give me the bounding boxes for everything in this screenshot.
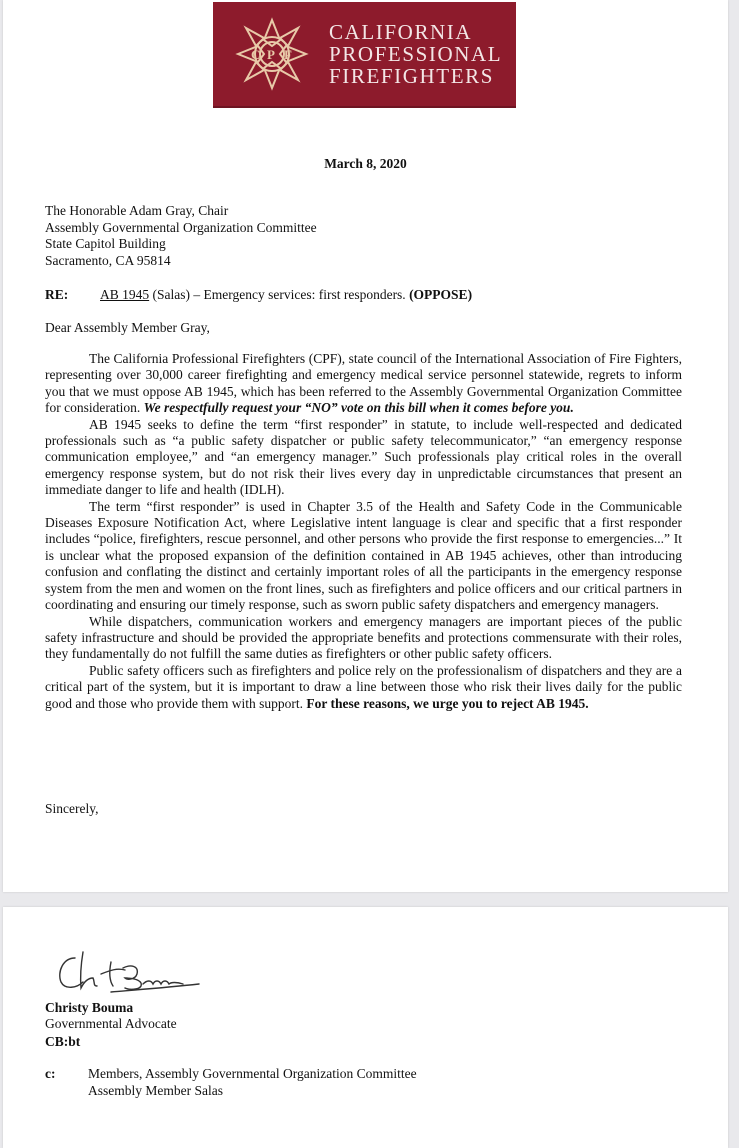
cc-list [88, 1066, 417, 1099]
paragraph-1-request: We respectfully request your “NO” vote on this bill when it comes before you. [143, 400, 574, 416]
body-paragraph-3: The term “first responder” is used in Chapter 3.5 of the Health and Safety Code in the Communicable Diseases Exposure Notification Act, where Legislative intent language is clear and specific that a first responder includes “police, firefighters, rescue personnel, and other persons who provide the first response to emergencies...” It is unclear what the proposed expansion of the definition contained in AB 1945 achieves, other than introducing confusion and conflating the distinct and certainly important roles of all the participants in the emergency response system from the men and women on the front lines, such as firefighters and police officers and our critical partners in coordinating and ensuring our timely response, such as sworn public safety dispatchers and emergency managers. [45, 498, 682, 613]
subject-line [45, 287, 472, 303]
address-line-city: Sacramento, CA 95814 [45, 252, 171, 268]
re-position: (OPPOSE) [409, 287, 473, 302]
re-label: RE: [45, 287, 69, 302]
cc-label: c: [45, 1066, 56, 1081]
handwritten-signature [53, 948, 203, 996]
logo-line-california: CALIFORNIA [329, 20, 473, 44]
logo-line-firefighters: FIREFIGHTERS [329, 64, 495, 88]
cc-recipient: Members, Assembly Governmental Organization Committee [88, 1066, 417, 1081]
address-line-building: State Capitol Building [45, 236, 166, 251]
letter-date: March 8, 2020 [324, 156, 407, 171]
logo-line-professional: PROFESSIONAL [329, 42, 503, 66]
cpf-logo [213, 2, 516, 108]
paragraph-5-conclusion: For these reasons, we urge you to reject AB 1945. [306, 695, 589, 711]
body-paragraph-1 [45, 351, 682, 417]
letter-body [45, 351, 682, 712]
re-subject: (Salas) – Emergency services: first responders. [149, 287, 410, 302]
paragraph-1-text: The California Professional Firefighters (CPF), state council of the International Association of Fire Fighters, representing over 30,000 career firefighting and emergency medical service personnel statewide, regrets to inform you that we must oppose AB 1945, which has been referred to the Assembly Governmental Organization Committee for consideration. [45, 351, 682, 416]
address-line-committee: Assembly Governmental Organization Committee [45, 219, 317, 235]
salutation: Dear Assembly Member Gray, [45, 320, 210, 335]
paragraph-5-text: Public safety officers such as firefighters and police rely on the professionalism of dispatchers and they are a critical part of the system, but it is important to draw a line between those who risk their lives daily for the public good and those who provide them with support. [45, 662, 682, 711]
body-paragraph-4: While dispatchers, communication workers and emergency managers are important pieces of the public safety infrastructure and should be provided the appropriate benefits and protections commensurate with their roles, they fundamentally do not fulfill the same duties as firefighters or other public safety officers. [45, 613, 682, 662]
seal-letter-f: F [284, 47, 292, 62]
seal-letter-p: P [267, 47, 275, 62]
typist-initials: CB:bt [45, 1034, 81, 1049]
closing: Sincerely, [45, 801, 99, 816]
body-paragraph-2: AB 1945 seeks to define the term “first responder” in statute, to include well-respected and dedicated professionals such as “a public safety dispatcher or public safety telecommunicator,” “an emergency response communication employee,” and “an emergency manager.” Such professionals play critical roles in the overall emergency response system, but do not risk their lives every day in unpredictable circumstances that present an immediate danger to life and health (IDLH). [45, 416, 682, 498]
recipient-address [45, 203, 317, 269]
letter-page-1 [3, 0, 728, 892]
cc-recipient: Assembly Member Salas [88, 1082, 223, 1098]
seal-letter-c: C [251, 47, 261, 62]
logo-wordmark [329, 21, 513, 87]
letter-page-2 [3, 907, 728, 1148]
signer-title: Governmental Advocate [45, 1016, 177, 1031]
bill-link[interactable]: AB 1945 [100, 287, 150, 302]
body-paragraph-5 [45, 663, 682, 712]
address-line-recipient: The Honorable Adam Gray, Chair [45, 203, 229, 218]
maltese-cross-seal-icon [234, 16, 310, 92]
signer-name: Christy Bouma [45, 1000, 134, 1015]
